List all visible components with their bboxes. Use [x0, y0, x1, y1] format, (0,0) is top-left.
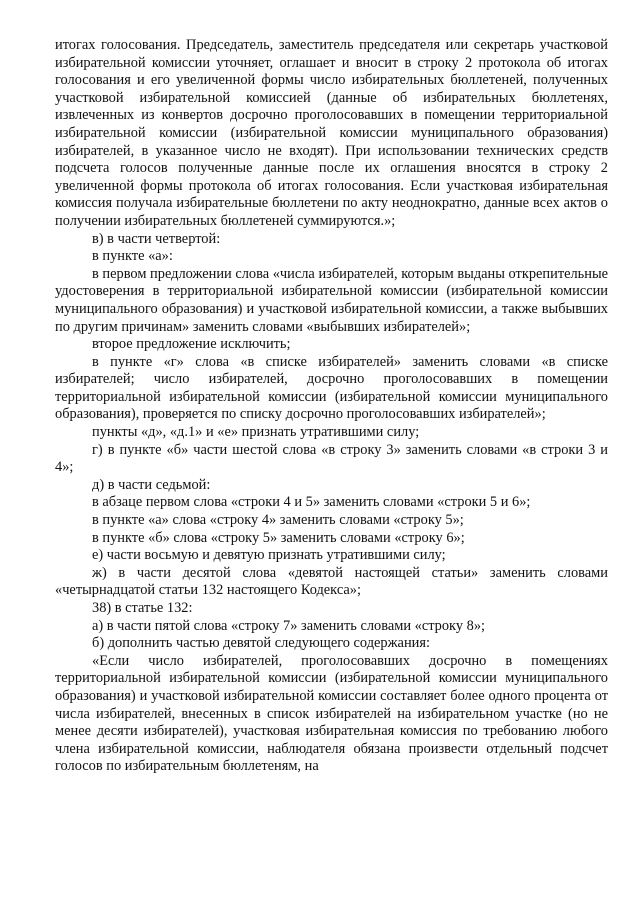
paragraph: в первом предложении слова «числа избирателей, которым выданы открепительные удостоверения в территориальной избирательной комиссии (избирательной комиссии муниципального образования) и участковой избирательной комиссии, а также выбывших по другим причинам» заменить словами «выбывших избирателей»;: [55, 265, 608, 335]
paragraph: в пункте «б» слова «строку 5» заменить словами «строку 6»;: [92, 529, 465, 546]
paragraph: б) дополнить частью девятой следующего содержания:: [92, 635, 430, 652]
paragraph: итогах голосования. Председатель, заместитель председателя или секретарь участковой избирательной комиссии уточняет, оглашает и вносит в строку 2 протокола об итогах голосования и его увеличенной формы число избирательных бюллетеней, полученных участковой избирательной комиссией (данные об избирательных бюллетенях, извлеченных из конвертов досрочно проголосовавших в помещении территориальной избирательной комиссии (избирательной комиссии муниципального образования) избирателей, в указанное число не входят). При использовании технических средств подсчета голосов полученные данные после их оглашения вносятся в строку 2 увеличенной формы протокола об итогах голосования. Если участковая избирательная комиссия получала избирательные бюллетени по акту неоднократно, данные всех актов о получении избирательных бюллетеней суммируются.»;: [55, 37, 608, 229]
paragraph: в абзаце первом слова «строки 4 и 5» заменить словами «строки 5 и 6»;: [92, 494, 531, 511]
paragraph: пункты «д», «д.1» и «е» признать утратившими силу;: [92, 424, 420, 441]
paragraph: второе предложение исключить;: [92, 336, 291, 353]
paragraph: 38) в статье 132:: [92, 600, 193, 616]
paragraph: д) в части седьмой:: [92, 476, 211, 493]
paragraph: в пункте «г» слова «в списке избирателей» заменить словами «в списке избирателей; число избирателей, досрочно проголосовавших в помещении территориальной избирательной комиссии (избирательной комиссии муниципального образования), проверяется по списку досрочно проголосовавших избирателей»;: [55, 353, 608, 423]
paragraph: в пункте «а» слова «строку 4» заменить словами «строку 5»;: [92, 512, 464, 529]
paragraph: ж) в части десятой слова «девятой настоящей статьи» заменить словами «четырнадцатой статьи 132 настоящего Кодекса»;: [55, 564, 608, 599]
paragraph: «Если число избирателей, проголосовавших досрочно в помещениях территориальной избирательной комиссии (избирательной комиссии муниципального образования) и участковой избирательной комиссии составляет более одного процента от числа избирателей, внесенных в список избирателей на избирательном участке (но не менее десяти избирателей), участковая избирательная комиссия по требованию любого члена избирательной комиссии, наблюдателя обязана произвести отдельный подсчет голосов по избирательным бюллетеням, на: [55, 652, 608, 775]
document-body: [55, 37, 608, 776]
paragraph: е) части восьмую и девятую признать утратившими силу;: [92, 547, 446, 564]
paragraph: а) в части пятой слова «строку 7» заменить словами «строку 8»;: [92, 617, 486, 634]
paragraph: в) в части четвертой:: [92, 230, 221, 247]
paragraph: г) в пункте «б» части шестой слова «в строку 3» заменить словами «в строки 3 и 4»;: [55, 441, 608, 476]
paragraph: в пункте «а»:: [92, 248, 173, 265]
